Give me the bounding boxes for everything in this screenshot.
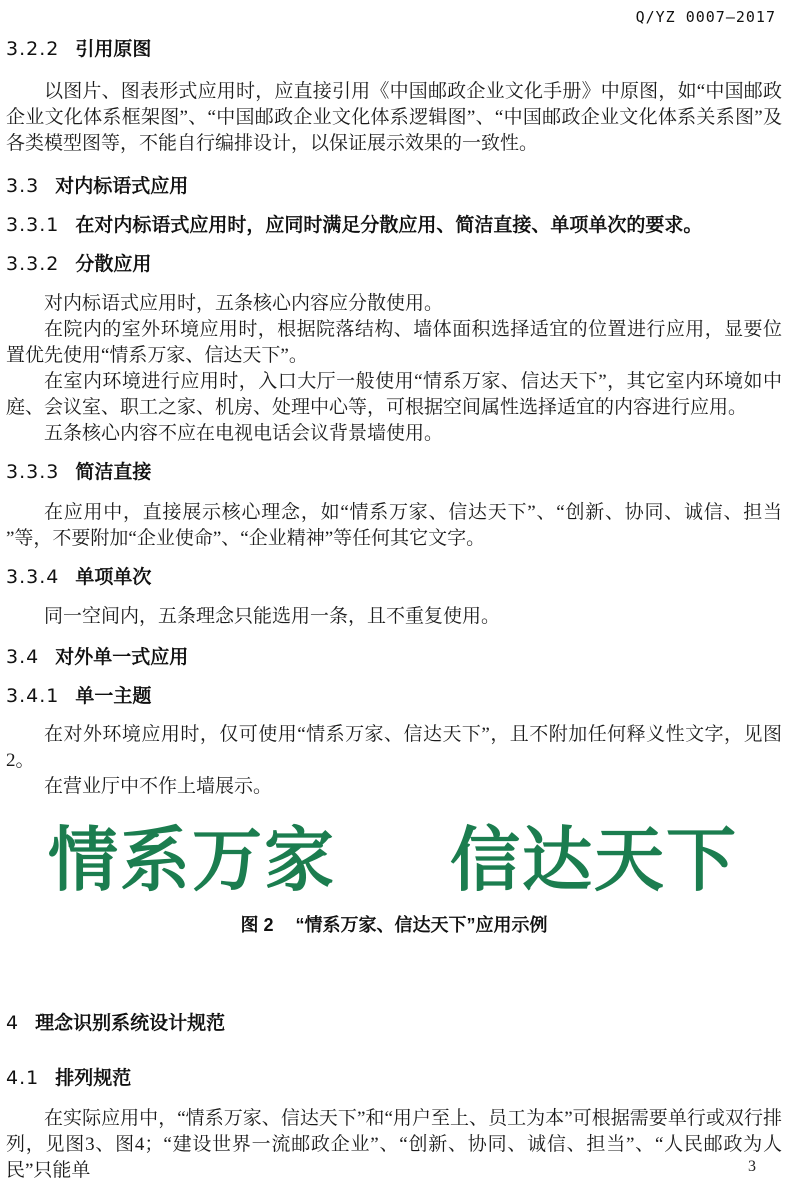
paragraph: 同一空间内，五条理念只能选用一条，且不重复使用。 — [44, 606, 501, 627]
figure-caption — [6, 912, 782, 938]
heading-number: 3.3.3 — [6, 461, 60, 483]
document-content — [6, 36, 782, 1184]
standard-code: Q/YZ 0007—2017 — [635, 8, 776, 26]
heading-number: 3.2.2 — [6, 38, 60, 60]
heading-title: 对外单一式应用 — [55, 647, 189, 668]
heading-number: 4 — [6, 1012, 20, 1034]
heading-title: 分散应用 — [75, 254, 152, 275]
figure-caption-label: 图 2 — [240, 915, 274, 935]
heading-title: 在对内标语式应用时，应同时满足分散应用、简洁直接、单项单次的要求。 — [75, 215, 703, 236]
heading-title: 单一主题 — [75, 686, 152, 707]
paragraph: 在室内环境进行应用时，入口大厅一般使用“情系万家、信达天下”，其它室内环境如中庭、会议室、职工之家、机房、处理中心等，可根据空间属性选择适宜的内容进行应用。 — [6, 371, 782, 418]
section-heading-3-2-2 — [6, 36, 782, 63]
section-heading-3-3-3 — [6, 459, 782, 486]
section-heading-4 — [6, 1010, 782, 1037]
paragraph: 在营业厅中不作上墙展示。 — [44, 776, 273, 797]
heading-title: 单项单次 — [75, 567, 152, 588]
heading-title: 简洁直接 — [75, 462, 152, 483]
heading-number: 3.4 — [6, 646, 40, 668]
heading-number: 3.3.2 — [6, 253, 60, 275]
section-heading-3-3-1 — [6, 212, 782, 239]
heading-title: 引用原图 — [75, 39, 152, 60]
paragraph: 五条核心内容不应在电视电话会议背景墙使用。 — [44, 423, 444, 444]
paragraph: 在实际应用中，“情系万家、信达天下”和“用户至上、员工为本”可根据需要单行或双行排列，见图3、图4；“建设世界一流邮政企业”、“创新、协同、诚信、担当”、“人民邮政为人民”只能单 — [6, 1108, 782, 1181]
heading-number: 3.3.1 — [6, 214, 60, 236]
heading-number: 3.3.4 — [6, 566, 60, 588]
section-heading-3-4-1 — [6, 683, 782, 710]
paragraph: 在对外环境应用时，仅可使用“情系万家、信达天下”，且不附加任何释义性文字，见图2。 — [6, 724, 782, 771]
section-heading-3-3-2 — [6, 251, 782, 278]
paragraph: 对内标语式应用时，五条核心内容应分散使用。 — [44, 293, 444, 314]
section-heading-4-1 — [6, 1065, 782, 1092]
page-number: 3 — [748, 1158, 756, 1175]
heading-title: 对内标语式应用 — [55, 176, 189, 197]
section-heading-3-3-4 — [6, 564, 782, 591]
slogan-left-phrase: 情系万家 — [48, 821, 336, 899]
heading-number: 4.1 — [6, 1067, 40, 1089]
heading-title: 排列规范 — [55, 1068, 132, 1089]
figure-slogan-artwork — [6, 820, 782, 900]
heading-number: 3.3 — [6, 175, 40, 197]
paragraph: 以图片、图表形式应用时，应直接引用《中国邮政企业文化手册》中原图，如“中国邮政企业文化体系框架图”、“中国邮政企业文化体系逻辑图”、“中国邮政企业文化体系关系图”及各类模型图等，不能自行编排设计，以保证展示效果的一致性。 — [6, 81, 782, 154]
section-heading-3-3 — [6, 173, 782, 200]
paragraph: 在院内的室外环境应用时，根据院落结构、墙体面积选择适宜的位置进行应用，显要位置优先使用“情系万家、信达天下”。 — [6, 319, 782, 366]
figure-caption-text: “情系万家、信达天下”应用示例 — [295, 915, 548, 935]
heading-number: 3.4.1 — [6, 685, 60, 707]
section-heading-3-4 — [6, 644, 782, 671]
paragraph: 在应用中，直接展示核心理念，如“情系万家、信达天下”、“创新、协同、诚信、担当 ”等，不要附加“企业使命”、“企业精神”等任何其它文字。 — [6, 502, 782, 549]
heading-title: 理念识别系统设计规范 — [35, 1013, 226, 1034]
slogan-right-phrase: 信达天下 — [450, 821, 738, 899]
